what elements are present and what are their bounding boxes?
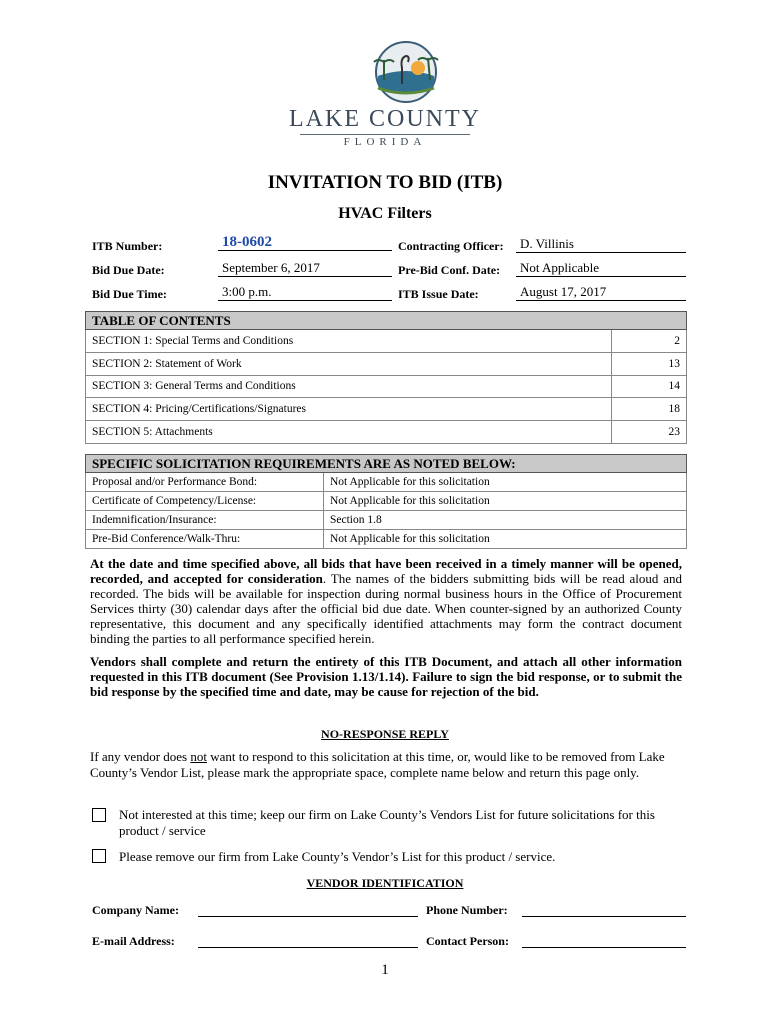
contact-person-field[interactable]	[522, 946, 686, 948]
toc-section: SECTION 1: Special Terms and Conditions	[86, 330, 612, 353]
table-row	[86, 352, 687, 375]
vendor-instructions: Vendors shall complete and return the entirety of this ITB Document, and attach all other information requested in this ITB document (See Provision 1.13/1.14). Failure to sign the bid response, or to submit the bid response by the specified time and date, may be cause for rejection of the bid.	[90, 654, 682, 699]
option2-label: Please remove our firm from Lake County’s Vendor’s List for this product / service.	[119, 849, 556, 864]
requirement-value: Not Applicable for this solicitation	[324, 492, 687, 511]
document-title: INVITATION TO BID (ITB)	[267, 172, 503, 193]
option1-checkbox[interactable]	[92, 808, 106, 822]
due-date-label: Bid Due Date:	[92, 263, 165, 277]
officer-value: D. Villinis	[516, 236, 686, 253]
option1-label: Not interested at this time; keep our firm on Lake County’s Vendors List for future solicitations for this product / service	[119, 807, 655, 838]
toc-page: 23	[612, 421, 687, 444]
due-date-value: September 6, 2017	[218, 260, 392, 277]
issue-date-label: ITB Issue Date:	[398, 287, 479, 301]
email-address-label: E-mail Address:	[92, 934, 175, 948]
requirement-item: Certificate of Competency/License:	[86, 492, 324, 511]
logo-divider	[300, 134, 470, 135]
phone-number-label: Phone Number:	[426, 903, 508, 917]
requirement-item: Proposal and/or Performance Bond:	[86, 473, 324, 492]
phone-number-field[interactable]	[522, 915, 686, 917]
requirement-value: Not Applicable for this solicitation	[324, 530, 687, 549]
table-row	[86, 492, 687, 511]
due-time-value: 3:00 p.m.	[218, 284, 392, 301]
logo-subtext: FLORIDA	[343, 136, 427, 148]
page-number: 1	[381, 962, 389, 978]
table-row	[86, 398, 687, 421]
due-time-label: Bid Due Time:	[92, 287, 167, 301]
toc-section: SECTION 5: Attachments	[86, 421, 612, 444]
vendor-identification-heading: VENDOR IDENTIFICATION	[306, 876, 464, 890]
table-row	[86, 511, 687, 530]
toc-page: 14	[612, 375, 687, 398]
toc-page: 18	[612, 398, 687, 421]
toc-page: 2	[612, 330, 687, 353]
logo-wordmark: LAKE COUNTY	[289, 106, 481, 132]
company-name-field[interactable]	[198, 915, 418, 917]
option2-checkbox[interactable]	[92, 849, 106, 863]
prebid-label: Pre-Bid Conf. Date:	[398, 263, 501, 277]
table-row	[86, 473, 687, 492]
table-row	[86, 421, 687, 444]
table-row	[86, 375, 687, 398]
no-response-heading: NO-RESPONSE REPLY	[321, 727, 449, 741]
company-name-label: Company Name:	[92, 903, 179, 917]
toc-header: TABLE OF CONTENTS	[86, 312, 687, 330]
opening-paragraph-text: . The names of the bidders submitting bids will be read aloud and recorded. The bids will be available for inspection during normal business hours in the Office of Procurement Services thirty (30) calendar days after the official bid due date. When counter-signed by an authorized County representative, this document and any specifically identified attachments may form the contract document binding the parties to all performance specified herein.	[90, 571, 682, 646]
requirement-value: Not Applicable for this solicitation	[324, 473, 687, 492]
no-response-text: If any vendor does not want to respond to this solicitation at this time, or, would like to be removed from Lake County’s Vendor List, please mark the appropriate space, complete name below and return this page only.	[90, 749, 665, 780]
table-row	[86, 530, 687, 549]
requirements-table	[85, 454, 687, 549]
itb-number-label: ITB Number:	[92, 239, 163, 253]
table-row	[86, 330, 687, 353]
officer-label: Contracting Officer:	[398, 239, 504, 253]
contact-person-label: Contact Person:	[426, 934, 509, 948]
prebid-value: Not Applicable	[516, 260, 686, 277]
toc-page: 13	[612, 352, 687, 375]
requirement-item: Pre-Bid Conference/Walk-Thru:	[86, 530, 324, 549]
toc-section: SECTION 3: General Terms and Conditions	[86, 375, 612, 398]
opening-paragraph	[90, 556, 682, 646]
requirement-item: Indemnification/Insurance:	[86, 511, 324, 530]
toc-section: SECTION 2: Statement of Work	[86, 352, 612, 375]
requirements-header: SPECIFIC SOLICITATION REQUIREMENTS ARE AS NOTED BELOW:	[86, 455, 687, 473]
email-address-field[interactable]	[198, 946, 418, 948]
table-of-contents	[85, 311, 687, 444]
opening-paragraph-bold: At the date and time specified above, all bids that have been received in a timely manner will be opened, recorded, and accepted for consideration	[90, 556, 682, 586]
issue-date-value: August 17, 2017	[516, 284, 686, 301]
toc-section: SECTION 4: Pricing/Certifications/Signatures	[86, 398, 612, 421]
itb-number-value: 18-0602	[218, 234, 392, 251]
requirement-value: Section 1.8	[324, 511, 687, 530]
document-subtitle: HVAC Filters	[338, 205, 432, 222]
